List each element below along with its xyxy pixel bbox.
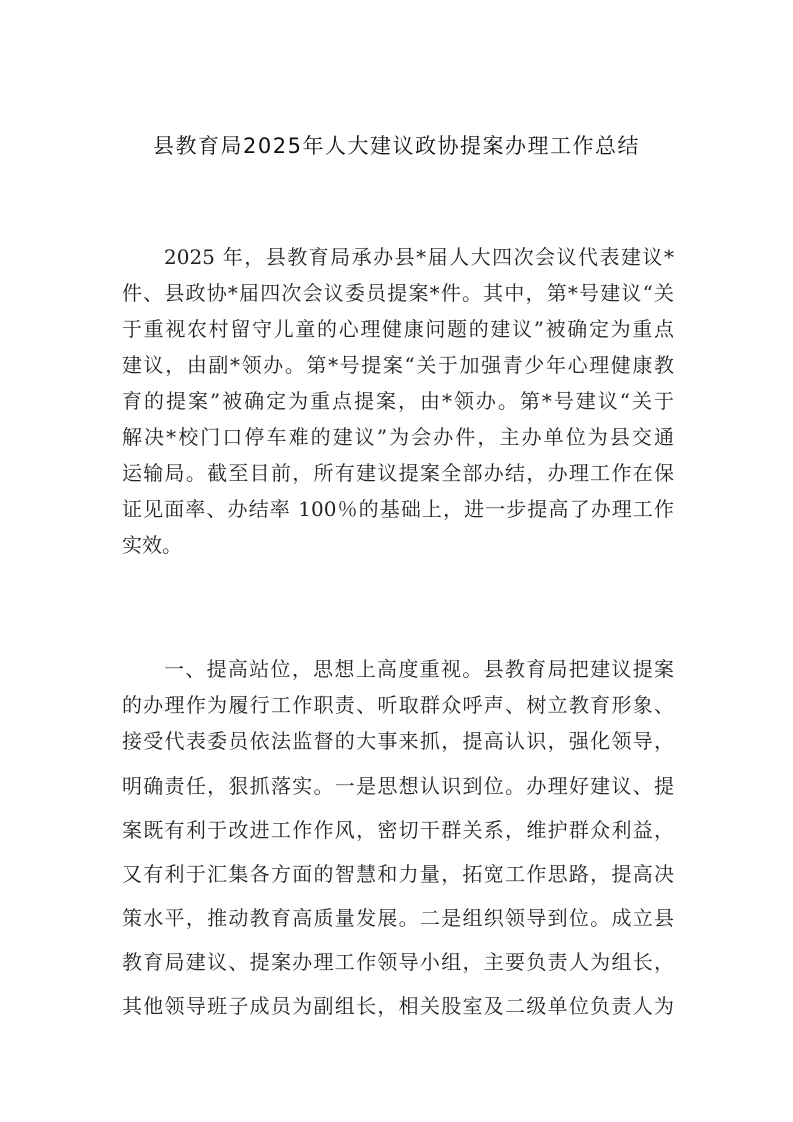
paragraph-line: 的办理作为履行工作职责、听取群众呼声、树立教育形象、 [122,693,674,717]
paragraph-line: 证见面率、办结率 100％的基础上，进一步提高了办理工作 [122,497,674,521]
paragraph-line: 其他领导班子成员为副组长，相关股室及二级单位负责人为 [122,994,674,1018]
paragraph-line: 教育局建议、提案办理工作领导小组，主要负责人为组长， [122,950,674,974]
paragraph-line: 接受代表委员依法监督的大事来抓，提高认识，强化领导， [122,729,674,753]
paragraph-line: 运输局。截至目前，所有建议提案全部办结，办理工作在保 [122,461,674,485]
paragraph-line: 实效。 [122,533,182,557]
paragraph-line: 明确责任，狠抓落实。一是思想认识到位。办理好建议、提 [122,774,674,798]
document-title: 县教育局2025年人大建议政协提案办理工作总结 [153,134,640,158]
paragraph-line: 解决*校门口停车难的建议”为会办件，主办单位为县交通 [122,425,674,449]
paragraph-line: 2025 年，县教育局承办县*届人大四次会议代表建议* [164,245,674,269]
paragraph-line: 育的提案”被确定为重点提案，由*领办。第*号建议“关于 [122,389,674,413]
paragraph-line: 策水平，推动教育高质量发展。二是组织领导到位。成立县 [122,906,674,930]
paragraph-line: 又有利于汇集各方面的智慧和力量，拓宽工作思路，提高决 [122,862,674,886]
paragraph-line: 一、提高站位，思想上高度重视。县教育局把建议提案 [164,657,674,681]
paragraph-line: 建议，由副*领办。第*号提案“关于加强青少年心理健康教 [122,353,674,377]
paragraph-line: 于重视农村留守儿童的心理健康问题的建议”被确定为重点 [122,317,674,341]
paragraph-line: 件、县政协*届四次会议委员提案*件。其中，第*号建议“关 [122,281,674,305]
paragraph-line: 案既有利于改进工作作风，密切干群关系，维护群众利益， [122,818,674,842]
